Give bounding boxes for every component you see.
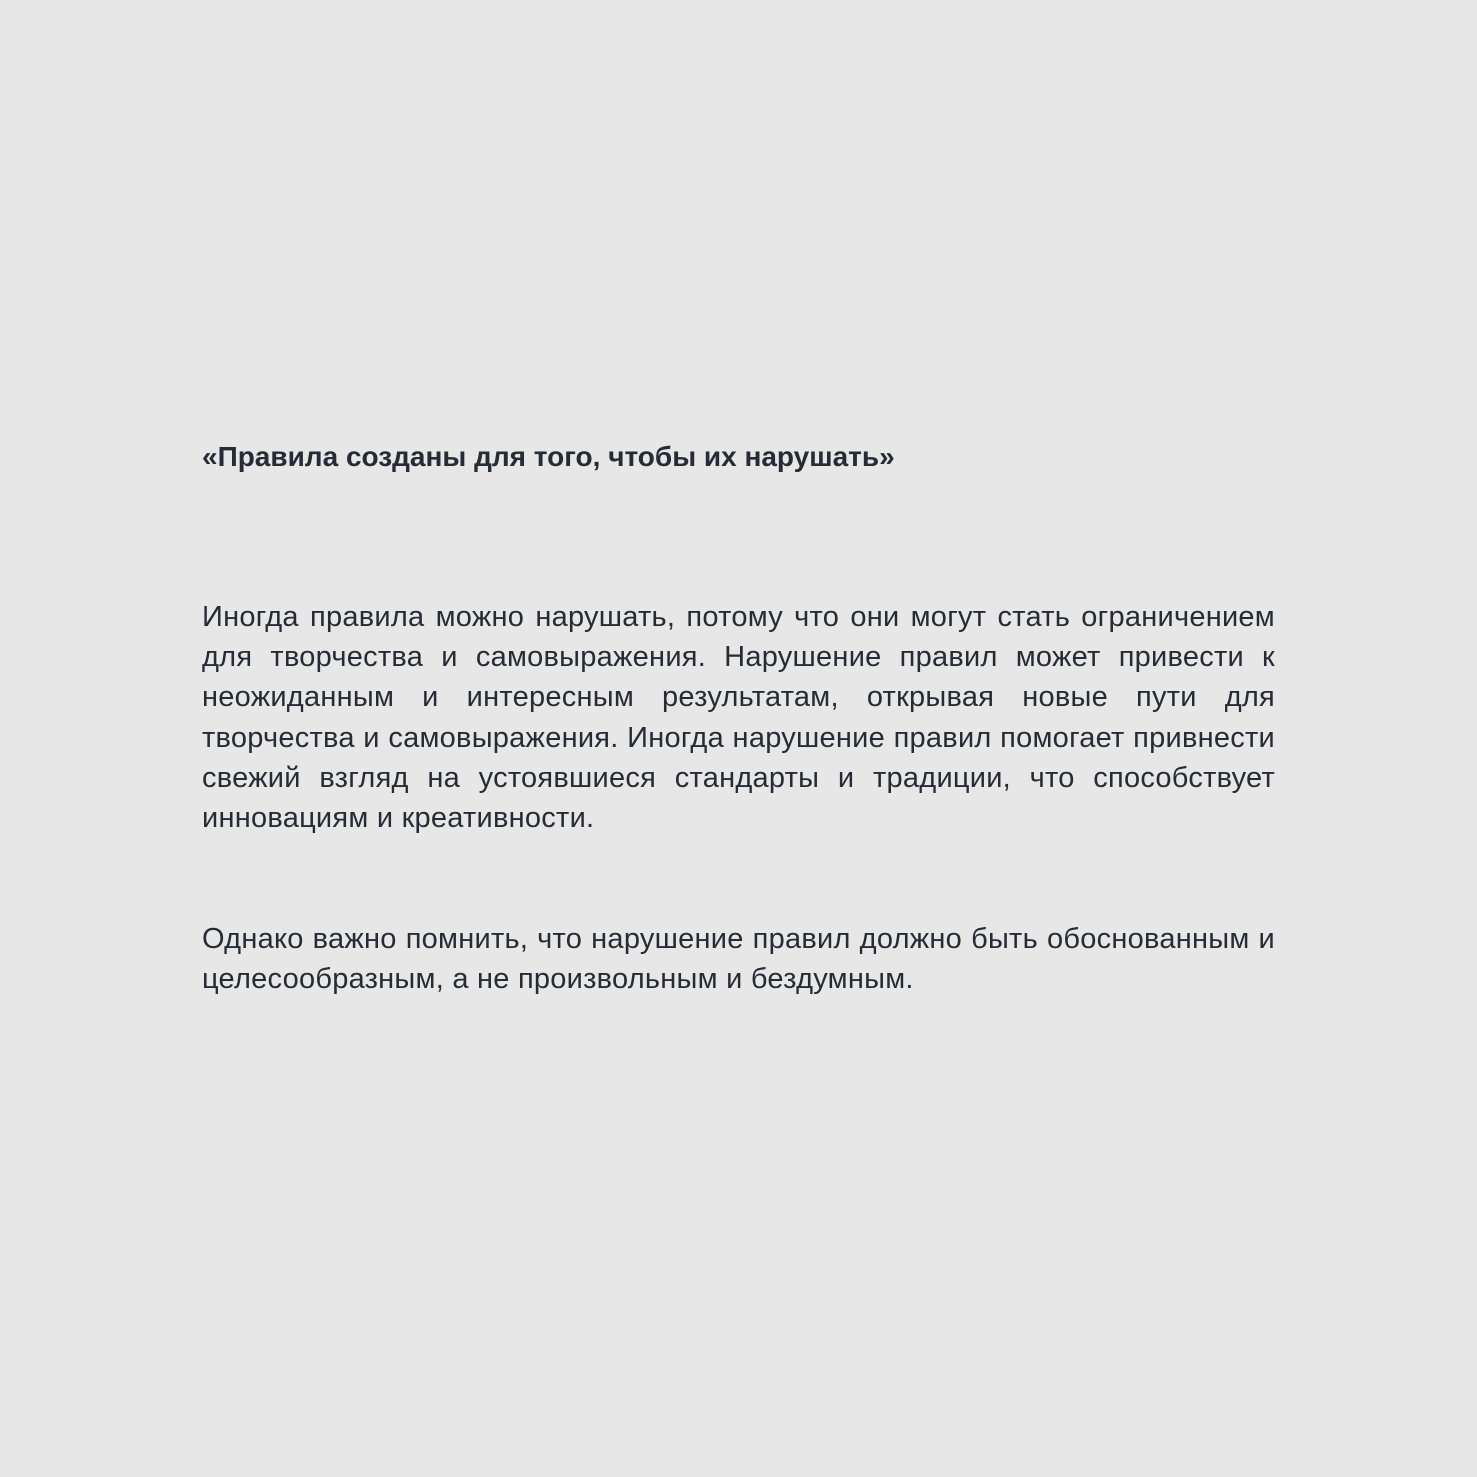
paragraph-1: Иногда правила можно нарушать, потому что они могут стать ограничением для творчества и самовыражения. Нарушение правил может привести к неожиданным и интересным результатам, открывая новые пути для творчества и самовыражения. Иногда нарушение правил помогает привнести свежий взгляд на устоявшиеся стандарты и традиции, что способствует инновациям и креативности. bbox=[202, 601, 1275, 835]
paragraph-2: Однако важно помнить, что нарушение правил должно быть обоснованным и целесообразным, а не произвольным и бездумным. bbox=[202, 923, 1275, 996]
page-title: «Правила созданы для того, чтобы их нарушать» bbox=[202, 441, 895, 472]
